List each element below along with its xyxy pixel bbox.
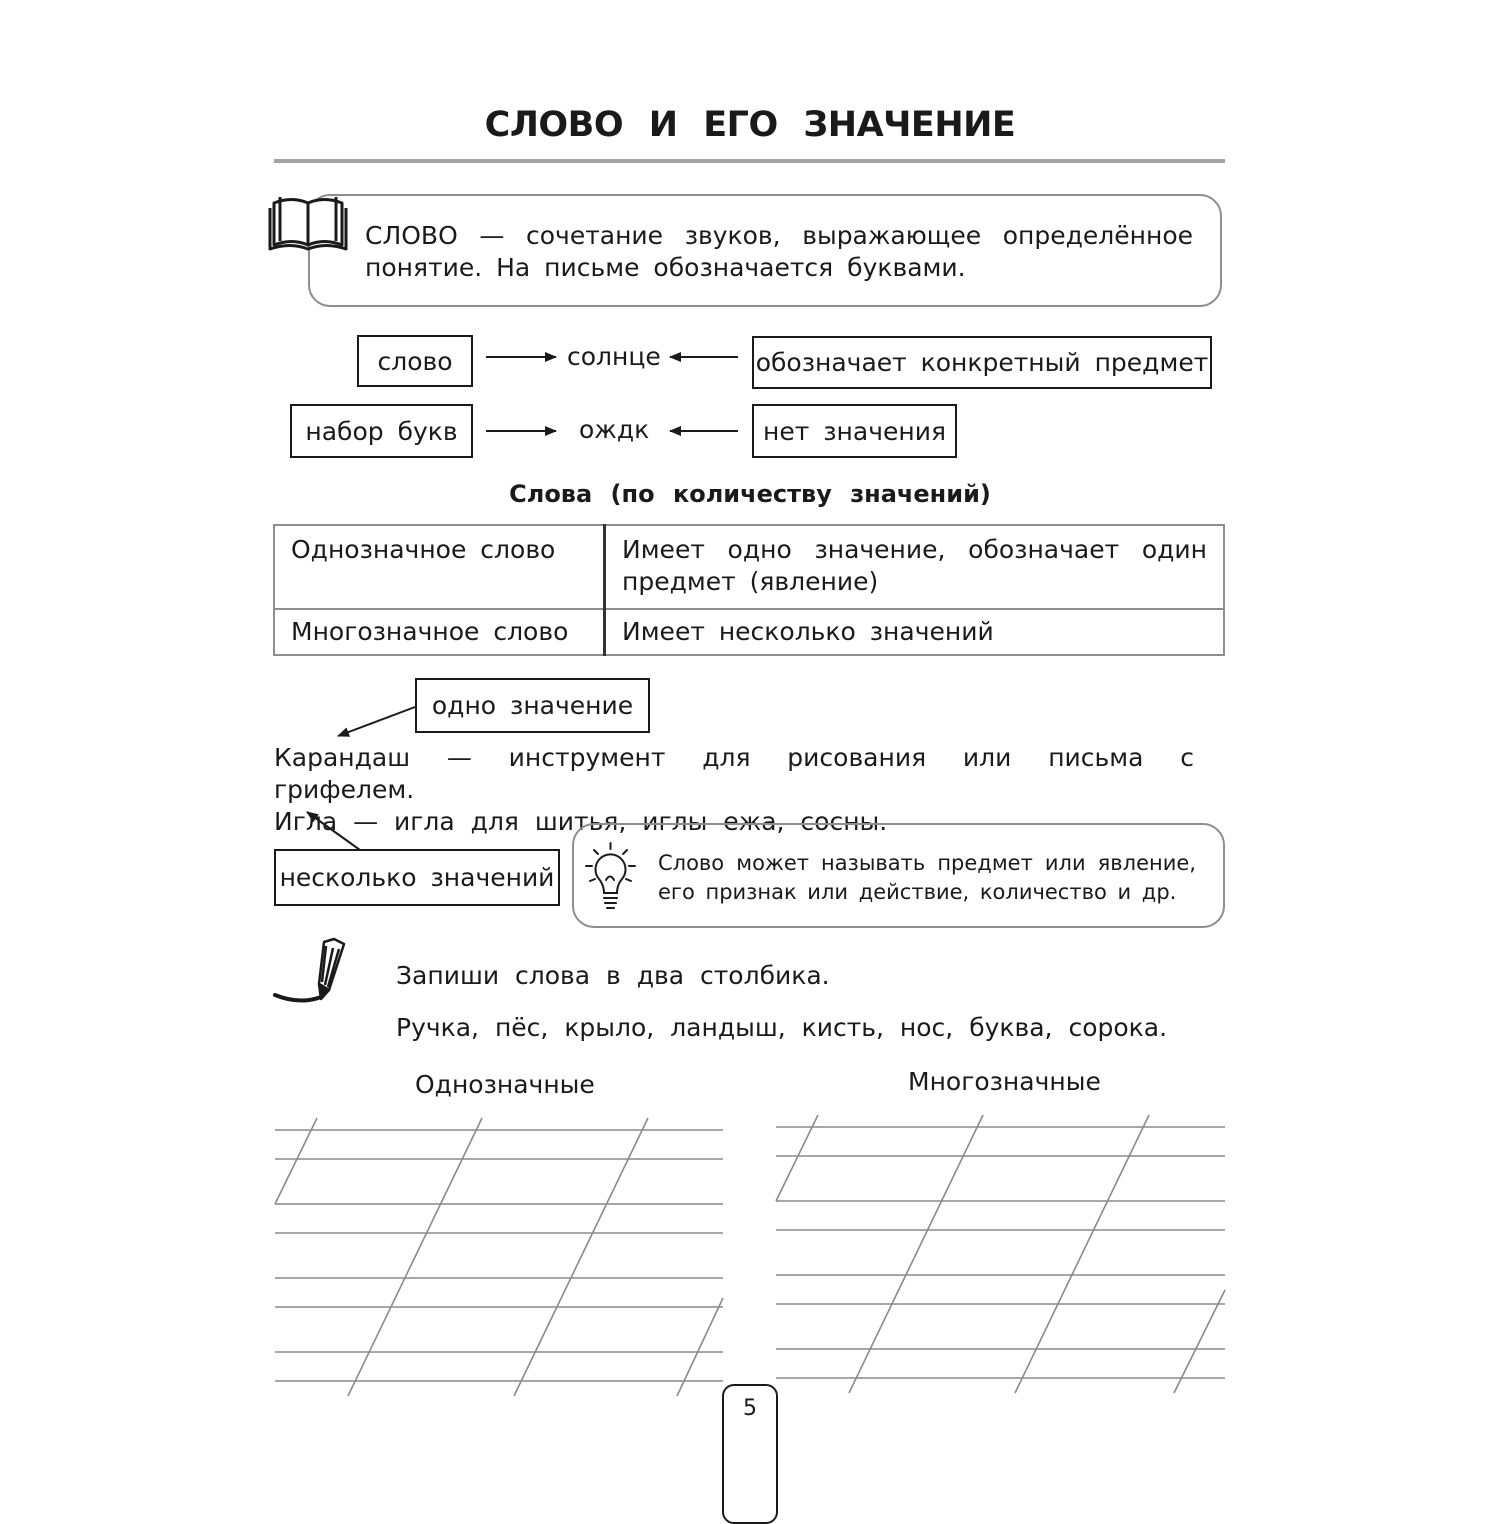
task-instruction: Запиши слова в два столбика. [396, 961, 830, 990]
letters-label-box: набор букв [290, 404, 473, 458]
meaning-box: обозначает конкретный предмет [752, 336, 1212, 389]
example-line: Игла — игла для шитья, иглы ежа, сосны. [274, 807, 888, 836]
example-line: Карандаш — инструмент для рисования или письма с грифелем. [274, 743, 1194, 804]
table-cell-term: Многозначное слово [274, 609, 605, 655]
table-cell-desc: Имеет одно значение, обозначает один предмет (явление) [605, 525, 1225, 609]
table-cell-desc: Имеет несколько значений [605, 609, 1225, 655]
word-label-box: слово [357, 335, 473, 387]
table-title: Слова (по количеству значений) [509, 480, 991, 508]
page-number: 5 [722, 1384, 778, 1524]
example-word: солнце [567, 342, 661, 371]
column-header-single: Однозначные [415, 1070, 595, 1099]
no-meaning-box: нет значения [752, 404, 957, 458]
nonsense-word: ождк [579, 415, 650, 444]
column-header-multi: Многозначные [908, 1067, 1101, 1096]
page-title: СЛОВО И ЕГО ЗНАЧЕНИЕ [484, 105, 1016, 145]
definition-text: СЛОВО — сочетание звуков, выражающее определённое понятие. На письме обозначается буквами. [365, 221, 1193, 282]
many-meanings-callout: несколько значений [274, 849, 560, 906]
table-cell-term: Однозначное слово [274, 525, 605, 609]
tip-text: Слово может называть предмет или явление, его признак или действие, количество и др. [658, 851, 1196, 904]
one-meaning-callout: одно значение [415, 678, 650, 733]
task-words: Ручка, пёс, крыло, ландыш, кисть, нос, буква, сорока. [396, 1013, 1168, 1042]
